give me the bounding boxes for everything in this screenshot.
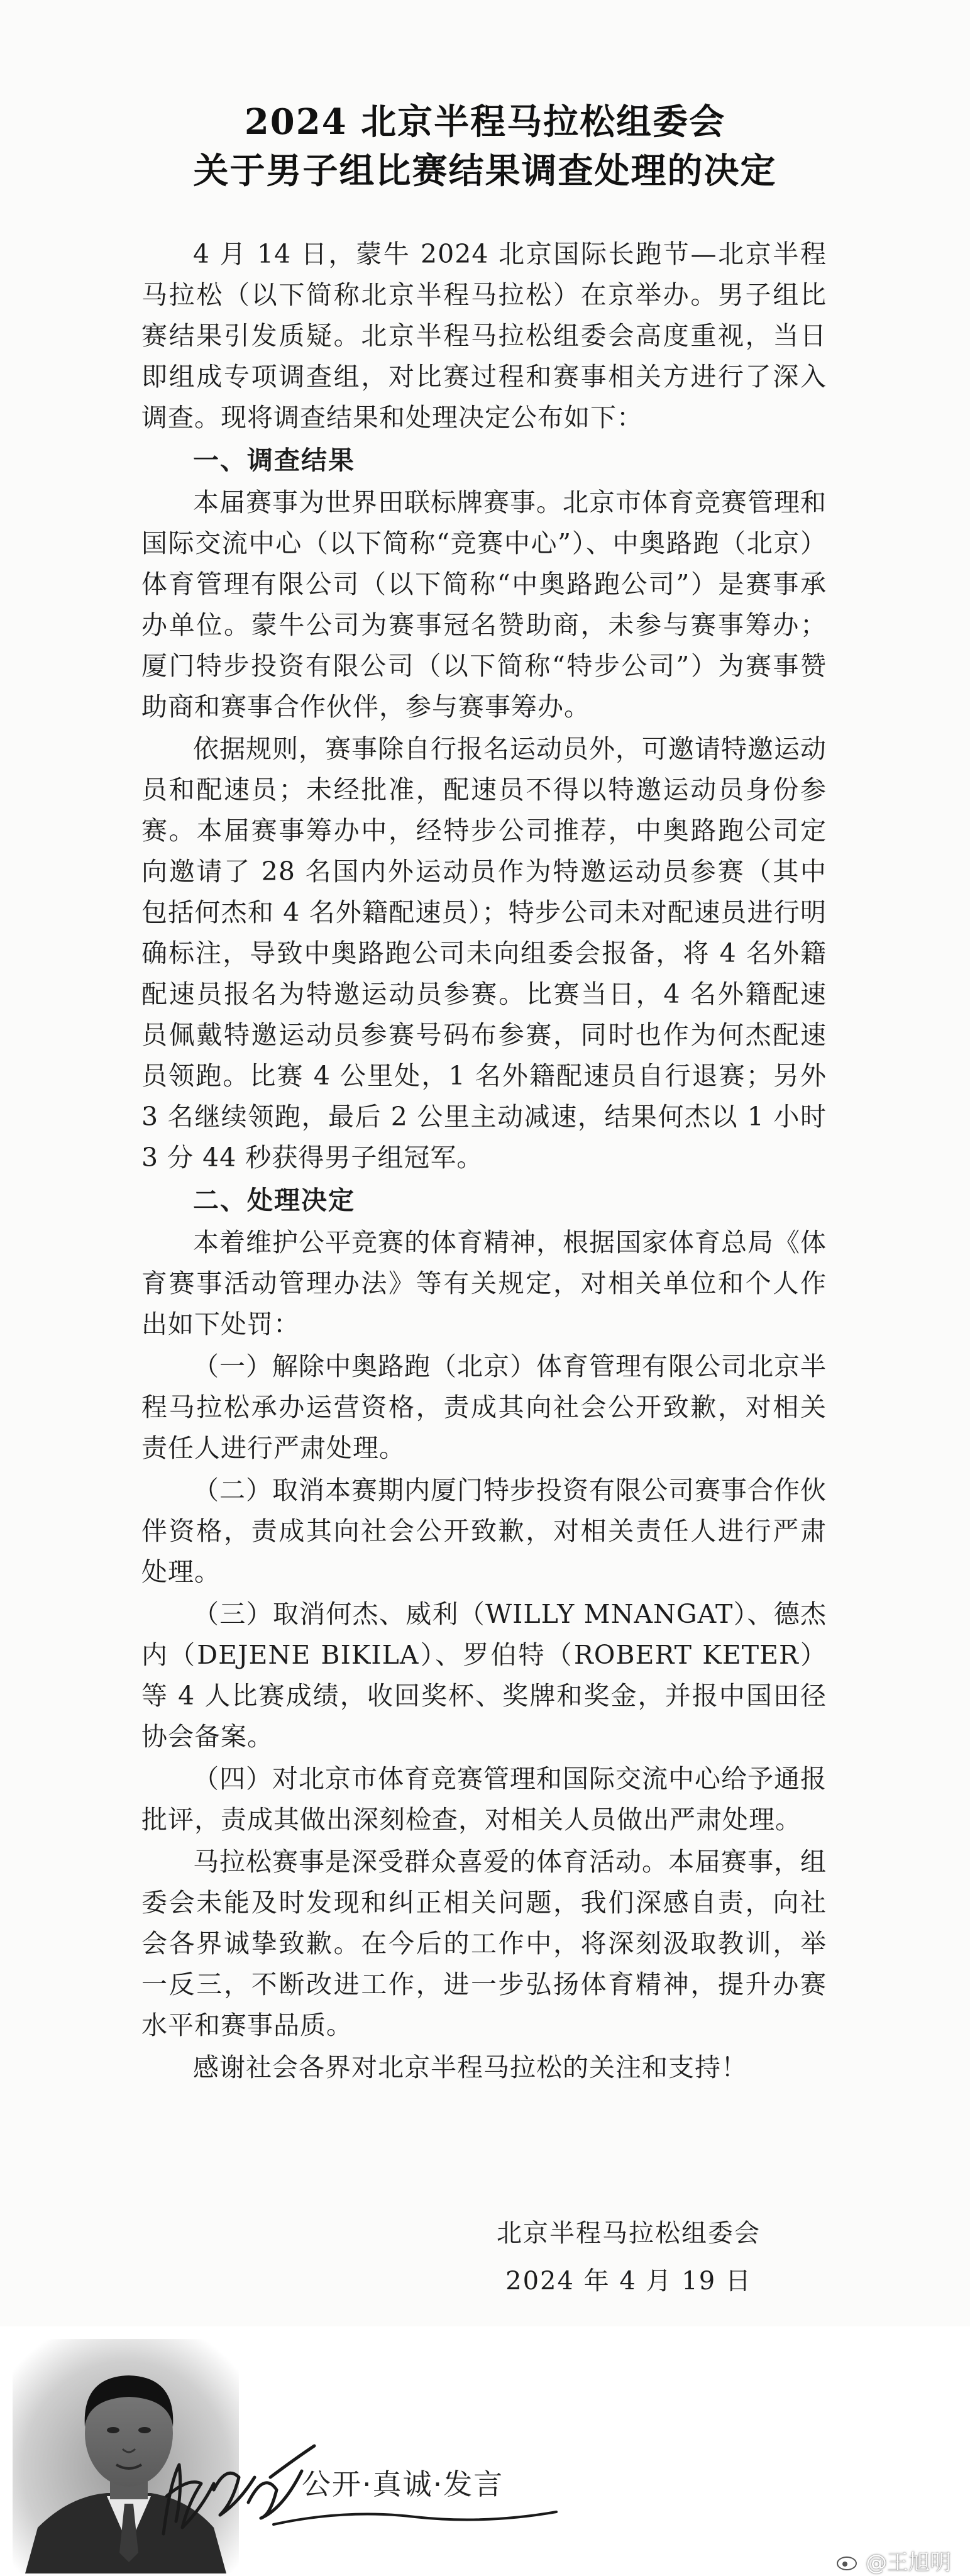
paragraph-penalty-4: （四）对北京市体育竞赛管理和国际交流中心给予通报批评，责成其做出深刻检查，对相关人员做出严肃处理。 <box>141 1764 827 1835</box>
signature-organization: 北京半程马拉松组委会 <box>497 2219 761 2248</box>
paragraph-event-organizers: 本届赛事为世界田联标牌赛事。北京市体育竞赛管理和国际交流中心（以下简称“竞赛中心”）、中奥路跑（北京）体育管理有限公司（以下简称“中奥路跑公司”）是赛事承办单位。蒙牛公司为赛事冠名赞助商，未参与赛事筹办；厦门特步投资有限公司（以下简称“特步公司”）为赛事赞助商和赛事合作伙伴，参与赛事筹办。 <box>141 487 827 722</box>
watermark-text: @王旭明 <box>866 2550 951 2575</box>
paragraph-findings: 依据规则，赛事除自行报名运动员外，可邀请特邀运动员和配速员；未经批准，配速员不得以特邀运动员身份参赛。本届赛事筹办中，经特步公司推荐，中奥路跑公司定向邀请了 28 名国内外运动员作为特邀运动员参赛（其中包括何杰和 4 名外籍配速员）；特步公司未对配速员进行明确标注，导致中奥路跑公司未向组委会报备，将 4 名外籍配速员报名为特邀运动员参赛。比赛当日，4 名外籍配速员佩戴特邀运动员参赛号码布参赛，同时也作为何杰配速员领跑。比赛 4 公里处，1 名外籍配速员自行退赛；另外 3 名继续领跑，最后 2 公里主动减速，结果何杰以 1 小时 3 分 44 秒获得男子组冠军。 <box>141 734 827 1173</box>
banner-slogan: 公开·真诚·发言 <box>302 2467 504 2501</box>
paragraph-thanks: 感谢社会各界对北京半程马拉松的关注和支持！ <box>193 2052 747 2082</box>
document-body <box>141 234 827 2089</box>
signature-date: 2024 年 4 月 19 日 <box>505 2267 752 2296</box>
weibo-icon <box>835 2550 861 2572</box>
slogan-underline <box>270 2506 559 2531</box>
document-title-line2: 关于男子组比赛结果调查处理的决定 <box>193 150 777 192</box>
footer-banner <box>0 2339 970 2573</box>
paragraph-penalty-3: （三）取消何杰、威利（WILLY MNANGAT）、德杰内（DEJENE BIKILA）、罗伯特（ROBERT KETER）等 4 人比赛成绩，收回奖杯、奖牌和奖金，并报中国田径协会备案。 <box>141 1599 827 1752</box>
section-heading-decision: 二、处理决定 <box>193 1185 355 1215</box>
paragraph-penalty-intro: 本着维护公平竞赛的体育精神，根据国家体育总局《体育赛事活动管理办法》等有关规定，对相关单位和个人作出如下处罚： <box>141 1227 827 1339</box>
paragraph-penalty-1: （一）解除中奥路跑（北京）体育管理有限公司北京半程马拉松承办运营资格，责成其向社会公开致歉，对相关责任人进行严肃处理。 <box>141 1351 827 1463</box>
document-title-line1: 2024 北京半程马拉松组委会 <box>244 101 726 143</box>
paragraph-apology: 马拉松赛事是深受群众喜爱的体育活动。本届赛事，组委会未能及时发现和纠正相关问题，我们深感自责，向社会各界诚挚致歉。在今后的工作中，将深刻汲取教训，举一反三，不断改进工作，进一步弘扬体育精神，提升办赛水平和赛事品质。 <box>141 1847 827 2040</box>
paragraph-intro: 4 月 14 日，蒙牛 2024 北京国际长跑节—北京半程马拉松（以下简称北京半程马拉松）在京举办。男子组比赛结果引发质疑。北京半程马拉松组委会高度重视，当日即组成专项调查组，对比赛过程和赛事相关方进行了深入调查。现将调查结果和处理决定公布如下： <box>141 239 827 433</box>
section-heading-investigation: 一、调查结果 <box>193 445 355 475</box>
weibo-watermark <box>835 2545 951 2576</box>
paragraph-penalty-2: （二）取消本赛期内厦门特步投资有限公司赛事合作伙伴资格，责成其向社会公开致歉，对相关责任人进行严肃处理。 <box>141 1475 827 1587</box>
